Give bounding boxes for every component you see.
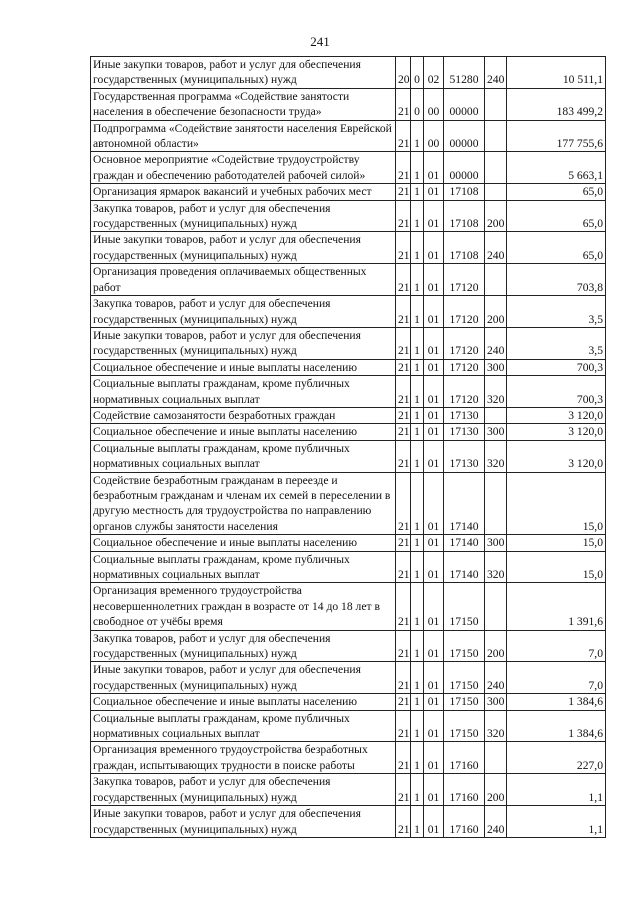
code-item-cell: 17150	[444, 583, 485, 630]
code-section-cell: 20	[396, 57, 411, 89]
expense-type-cell: 320	[485, 551, 507, 583]
expense-type-cell: 300	[485, 694, 507, 710]
item-name-cell: Закупка товаров, работ и услуг для обеспечения государственных (муниципальных) нужд	[91, 774, 396, 806]
table-row	[91, 152, 606, 184]
code-item-cell: 17120	[444, 359, 485, 375]
amount-cell: 703,8	[507, 264, 606, 296]
code-item-cell: 17120	[444, 296, 485, 328]
code-item-cell: 17120	[444, 264, 485, 296]
expense-type-cell: 200	[485, 774, 507, 806]
expense-type-cell	[485, 472, 507, 535]
item-name-cell: Социальное обеспечение и иные выплаты населению	[91, 359, 396, 375]
code-item-cell: 17150	[444, 630, 485, 662]
code-subsection-cell: 1	[411, 742, 424, 774]
amount-cell: 3 120,0	[507, 440, 606, 472]
code-section-cell: 21	[396, 120, 411, 152]
amount-cell: 15,0	[507, 535, 606, 551]
amount-cell: 1 391,6	[507, 583, 606, 630]
code-group-cell: 01	[424, 184, 444, 200]
code-section-cell: 21	[396, 694, 411, 710]
table-row	[91, 630, 606, 662]
amount-cell: 3 120,0	[507, 407, 606, 423]
amount-cell: 183 499,2	[507, 88, 606, 120]
code-item-cell: 17140	[444, 551, 485, 583]
item-name-cell: Иные закупки товаров, работ и услуг для обеспечения государственных (муниципальных) нужд	[91, 327, 396, 359]
code-section-cell: 21	[396, 152, 411, 184]
code-subsection-cell: 1	[411, 359, 424, 375]
table-row	[91, 407, 606, 423]
expense-type-cell: 240	[485, 662, 507, 694]
amount-cell: 65,0	[507, 232, 606, 264]
code-subsection-cell: 1	[411, 583, 424, 630]
code-group-cell: 01	[424, 264, 444, 296]
code-subsection-cell: 1	[411, 630, 424, 662]
item-name-cell: Социальное обеспечение и иные выплаты населению	[91, 694, 396, 710]
code-group-cell: 01	[424, 152, 444, 184]
amount-cell: 3 120,0	[507, 424, 606, 440]
table-row	[91, 583, 606, 630]
code-item-cell: 17130	[444, 424, 485, 440]
item-name-cell: Иные закупки товаров, работ и услуг для обеспечения государственных (муниципальных) нужд	[91, 232, 396, 264]
code-item-cell: 00000	[444, 152, 485, 184]
expense-type-cell	[485, 264, 507, 296]
code-subsection-cell: 1	[411, 472, 424, 535]
code-group-cell: 01	[424, 376, 444, 408]
expense-type-cell	[485, 152, 507, 184]
item-name-cell: Закупка товаров, работ и услуг для обеспечения государственных (муниципальных) нужд	[91, 200, 396, 232]
code-section-cell: 21	[396, 630, 411, 662]
expense-type-cell: 300	[485, 535, 507, 551]
code-subsection-cell: 1	[411, 296, 424, 328]
table-row	[91, 742, 606, 774]
item-name-cell: Социальные выплаты гражданам, кроме публичных нормативных социальных выплат	[91, 710, 396, 742]
code-section-cell: 21	[396, 472, 411, 535]
code-subsection-cell: 1	[411, 327, 424, 359]
code-item-cell: 17120	[444, 376, 485, 408]
expense-type-cell: 300	[485, 424, 507, 440]
code-subsection-cell: 1	[411, 424, 424, 440]
amount-cell: 700,3	[507, 359, 606, 375]
code-group-cell: 01	[424, 583, 444, 630]
table-row	[91, 440, 606, 472]
expense-type-cell: 300	[485, 359, 507, 375]
code-subsection-cell: 1	[411, 710, 424, 742]
code-group-cell: 00	[424, 120, 444, 152]
table-row	[91, 424, 606, 440]
amount-cell: 227,0	[507, 742, 606, 774]
amount-cell: 15,0	[507, 472, 606, 535]
expense-type-cell: 240	[485, 806, 507, 838]
page-number: 241	[310, 34, 330, 49]
expense-type-cell	[485, 742, 507, 774]
amount-cell: 15,0	[507, 551, 606, 583]
expense-type-cell: 240	[485, 232, 507, 264]
item-name-cell: Подпрограмма «Содействие занятости населения Еврейской автономной области»	[91, 120, 396, 152]
amount-cell: 65,0	[507, 200, 606, 232]
table-row	[91, 662, 606, 694]
table-row	[91, 232, 606, 264]
code-item-cell: 17160	[444, 742, 485, 774]
item-name-cell: Закупка товаров, работ и услуг для обеспечения государственных (муниципальных) нужд	[91, 296, 396, 328]
code-item-cell: 17160	[444, 806, 485, 838]
code-item-cell: 17120	[444, 327, 485, 359]
table-row	[91, 184, 606, 200]
table-row	[91, 359, 606, 375]
code-subsection-cell: 1	[411, 152, 424, 184]
table-row	[91, 694, 606, 710]
amount-cell: 10 511,1	[507, 57, 606, 89]
code-section-cell: 21	[396, 407, 411, 423]
amount-cell: 1 384,6	[507, 694, 606, 710]
table-row	[91, 806, 606, 838]
item-name-cell: Организация временного трудоустройства несовершеннолетних граждан в возрасте от 14 до 18 лет в свободное от учёбы время	[91, 583, 396, 630]
code-item-cell: 17108	[444, 232, 485, 264]
amount-cell: 700,3	[507, 376, 606, 408]
table-row	[91, 472, 606, 535]
table-row	[91, 120, 606, 152]
code-item-cell: 17160	[444, 774, 485, 806]
code-section-cell: 21	[396, 583, 411, 630]
code-item-cell: 17130	[444, 407, 485, 423]
expense-type-cell	[485, 88, 507, 120]
code-section-cell: 21	[396, 535, 411, 551]
code-group-cell: 01	[424, 359, 444, 375]
code-group-cell: 01	[424, 200, 444, 232]
item-name-cell: Иные закупки товаров, работ и услуг для обеспечения государственных (муниципальных) нужд	[91, 806, 396, 838]
code-group-cell: 02	[424, 57, 444, 89]
code-section-cell: 21	[396, 376, 411, 408]
amount-cell: 65,0	[507, 184, 606, 200]
code-subsection-cell: 1	[411, 551, 424, 583]
code-subsection-cell: 0	[411, 57, 424, 89]
code-subsection-cell: 1	[411, 535, 424, 551]
code-group-cell: 01	[424, 662, 444, 694]
item-name-cell: Основное мероприятие «Содействие трудоустройству граждан и обеспечению работодателей рабочей силой»	[91, 152, 396, 184]
code-item-cell: 00000	[444, 88, 485, 120]
budget-table-body	[91, 57, 606, 838]
code-item-cell: 17108	[444, 200, 485, 232]
amount-cell: 5 663,1	[507, 152, 606, 184]
code-section-cell: 21	[396, 710, 411, 742]
code-subsection-cell: 1	[411, 264, 424, 296]
table-row	[91, 57, 606, 89]
code-group-cell: 01	[424, 296, 444, 328]
table-row	[91, 376, 606, 408]
amount-cell: 177 755,6	[507, 120, 606, 152]
code-section-cell: 21	[396, 232, 411, 264]
code-subsection-cell: 1	[411, 376, 424, 408]
code-item-cell: 17150	[444, 710, 485, 742]
table-row	[91, 535, 606, 551]
expense-type-cell	[485, 407, 507, 423]
item-name-cell: Социальное обеспечение и иные выплаты населению	[91, 424, 396, 440]
table-row	[91, 264, 606, 296]
code-subsection-cell: 1	[411, 440, 424, 472]
code-item-cell: 17150	[444, 694, 485, 710]
code-group-cell: 01	[424, 440, 444, 472]
expense-type-cell: 240	[485, 327, 507, 359]
amount-cell: 1,1	[507, 806, 606, 838]
amount-cell: 7,0	[507, 630, 606, 662]
code-group-cell: 01	[424, 407, 444, 423]
item-name-cell: Государственная программа «Содействие занятости населения в обеспечение безопасности труда»	[91, 88, 396, 120]
code-section-cell: 21	[396, 327, 411, 359]
code-item-cell: 17140	[444, 472, 485, 535]
expense-type-cell: 320	[485, 376, 507, 408]
code-group-cell: 01	[424, 535, 444, 551]
code-subsection-cell: 1	[411, 774, 424, 806]
item-name-cell: Организация ярмарок вакансий и учебных рабочих мест	[91, 184, 396, 200]
code-item-cell: 17130	[444, 440, 485, 472]
code-item-cell: 51280	[444, 57, 485, 89]
item-name-cell: Организация временного трудоустройства безработных граждан, испытывающих трудности в поиске работы	[91, 742, 396, 774]
budget-table	[90, 56, 606, 838]
table-row	[91, 200, 606, 232]
code-subsection-cell: 1	[411, 232, 424, 264]
amount-cell: 7,0	[507, 662, 606, 694]
item-name-cell: Социальные выплаты гражданам, кроме публичных нормативных социальных выплат	[91, 376, 396, 408]
expense-type-cell	[485, 120, 507, 152]
code-section-cell: 21	[396, 662, 411, 694]
table-row	[91, 88, 606, 120]
code-group-cell: 00	[424, 88, 444, 120]
code-subsection-cell: 1	[411, 184, 424, 200]
code-section-cell: 21	[396, 359, 411, 375]
code-section-cell: 21	[396, 551, 411, 583]
code-group-cell: 01	[424, 232, 444, 264]
code-item-cell: 00000	[444, 120, 485, 152]
code-group-cell: 01	[424, 806, 444, 838]
code-section-cell: 21	[396, 440, 411, 472]
code-group-cell: 01	[424, 472, 444, 535]
code-subsection-cell: 1	[411, 407, 424, 423]
code-group-cell: 01	[424, 694, 444, 710]
code-group-cell: 01	[424, 774, 444, 806]
code-group-cell: 01	[424, 630, 444, 662]
item-name-cell: Иные закупки товаров, работ и услуг для обеспечения государственных (муниципальных) нужд	[91, 662, 396, 694]
item-name-cell: Закупка товаров, работ и услуг для обеспечения государственных (муниципальных) нужд	[91, 630, 396, 662]
table-row	[91, 327, 606, 359]
table-row	[91, 710, 606, 742]
code-group-cell: 01	[424, 424, 444, 440]
expense-type-cell: 200	[485, 200, 507, 232]
code-subsection-cell: 1	[411, 662, 424, 694]
expense-type-cell	[485, 184, 507, 200]
table-row	[91, 296, 606, 328]
item-name-cell: Иные закупки товаров, работ и услуг для обеспечения государственных (муниципальных) нужд	[91, 57, 396, 89]
code-section-cell: 21	[396, 742, 411, 774]
code-section-cell: 21	[396, 774, 411, 806]
amount-cell: 1,1	[507, 774, 606, 806]
table-row	[91, 551, 606, 583]
code-subsection-cell: 1	[411, 200, 424, 232]
code-section-cell: 21	[396, 184, 411, 200]
code-item-cell: 17140	[444, 535, 485, 551]
amount-cell: 3,5	[507, 327, 606, 359]
code-section-cell: 21	[396, 296, 411, 328]
item-name-cell: Содействие безработным гражданам в переезде и безработным гражданам и членам их семей в переселении в другую местность для трудоустройства по направлению органов службы занятости населения	[91, 472, 396, 535]
code-section-cell: 21	[396, 88, 411, 120]
code-subsection-cell: 1	[411, 694, 424, 710]
code-group-cell: 01	[424, 710, 444, 742]
expense-type-cell: 200	[485, 296, 507, 328]
code-group-cell: 01	[424, 742, 444, 774]
code-section-cell: 21	[396, 200, 411, 232]
expense-type-cell	[485, 583, 507, 630]
table-row	[91, 774, 606, 806]
code-section-cell: 21	[396, 424, 411, 440]
code-item-cell: 17150	[444, 662, 485, 694]
code-group-cell: 01	[424, 551, 444, 583]
item-name-cell: Социальные выплаты гражданам, кроме публичных нормативных социальных выплат	[91, 551, 396, 583]
item-name-cell: Содействие самозанятости безработных граждан	[91, 407, 396, 423]
code-subsection-cell: 1	[411, 806, 424, 838]
expense-type-cell: 240	[485, 57, 507, 89]
expense-type-cell: 200	[485, 630, 507, 662]
code-group-cell: 01	[424, 327, 444, 359]
code-section-cell: 21	[396, 806, 411, 838]
item-name-cell: Организация проведения оплачиваемых общественных работ	[91, 264, 396, 296]
expense-type-cell: 320	[485, 440, 507, 472]
item-name-cell: Социальное обеспечение и иные выплаты населению	[91, 535, 396, 551]
amount-cell: 1 384,6	[507, 710, 606, 742]
code-subsection-cell: 1	[411, 120, 424, 152]
code-subsection-cell: 0	[411, 88, 424, 120]
amount-cell: 3,5	[507, 296, 606, 328]
code-item-cell: 17108	[444, 184, 485, 200]
expense-type-cell: 320	[485, 710, 507, 742]
item-name-cell: Социальные выплаты гражданам, кроме публичных нормативных социальных выплат	[91, 440, 396, 472]
code-section-cell: 21	[396, 264, 411, 296]
